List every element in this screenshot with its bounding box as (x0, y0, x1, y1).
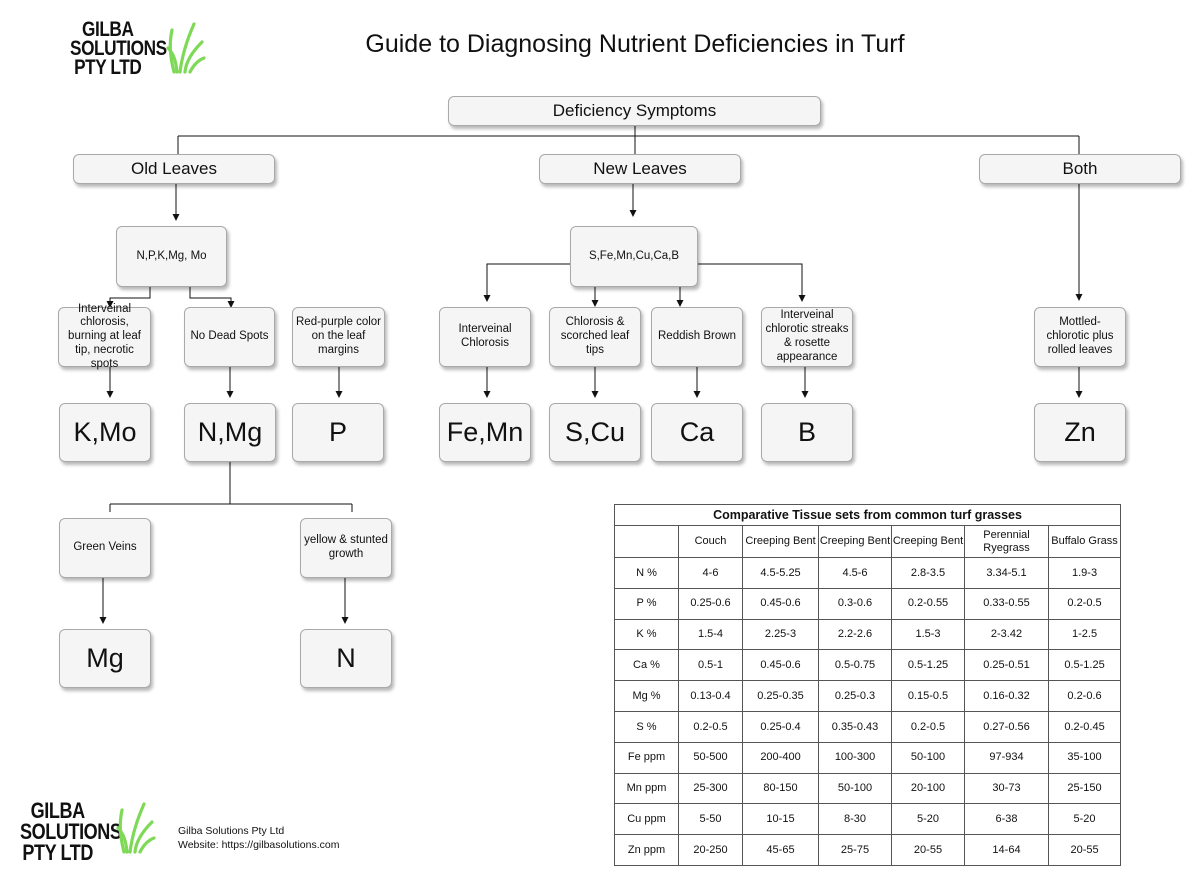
branch-new-leaves: New Leaves (539, 154, 741, 184)
table-cell: 5-20 (892, 804, 965, 835)
table-cell: 0.2-0.6 (1049, 681, 1121, 712)
table-cell: 50-100 (819, 773, 892, 804)
table-cell: 0.2-0.5 (1049, 588, 1121, 619)
grass-icon (116, 796, 156, 854)
table-cell: 35-100 (1049, 742, 1121, 773)
symptom-chlorotic-streaks: Interveinal chlorotic streaks & rosette appearance (761, 307, 853, 367)
group-old-nutrients: N,P,K,Mg, Mo (116, 226, 227, 287)
table-cell: 100-300 (819, 742, 892, 773)
symptom-scorched-tips: Chlorosis & scorched leaf tips (549, 307, 641, 367)
symptom-mottled-chlorotic: Mottled-chlorotic plus rolled leaves (1034, 307, 1126, 367)
symptom-reddish-brown: Reddish Brown (651, 307, 743, 367)
table-cell: 0.45-0.6 (743, 650, 819, 681)
table-cell: 20-55 (892, 835, 965, 866)
table-cell: 1-2.5 (1049, 619, 1121, 650)
table-cell: 3.34-5.1 (965, 558, 1049, 589)
table-cell: 0.2-0.45 (1049, 711, 1121, 742)
table-cell: 1.5-4 (679, 619, 743, 650)
table-cell: 0.5-1.25 (1049, 650, 1121, 681)
table-column-header: Creeping Bent (819, 526, 892, 558)
result-zn: Zn (1034, 403, 1126, 462)
table-header-row (615, 526, 1121, 558)
table-cell: 6-38 (965, 804, 1049, 835)
table-cell: 0.2-0.5 (892, 711, 965, 742)
table-cell: 4.5-5.25 (743, 558, 819, 589)
footer-contact (178, 824, 339, 852)
table-row (615, 650, 1121, 681)
table-cell: 0.25-0.3 (819, 681, 892, 712)
symptom-red-purple: Red-purple color on the leaf margins (292, 307, 385, 367)
row-label: P % (615, 588, 679, 619)
row-label: Mg % (615, 681, 679, 712)
table-cell: 0.33-0.55 (965, 588, 1049, 619)
table-cell: 8-30 (819, 804, 892, 835)
result-k-mo: K,Mo (59, 403, 151, 462)
table-column-header (615, 526, 679, 558)
table-cell: 0.5-0.75 (819, 650, 892, 681)
table-column-header: Couch (679, 526, 743, 558)
row-label: K % (615, 619, 679, 650)
table-cell: 2-3.42 (965, 619, 1049, 650)
table-cell: 45-65 (743, 835, 819, 866)
table-cell: 20-55 (1049, 835, 1121, 866)
result-ca: Ca (651, 403, 743, 462)
row-label: S % (615, 711, 679, 742)
table-cell: 0.15-0.5 (892, 681, 965, 712)
table-cell: 4.5-6 (819, 558, 892, 589)
result-b: B (761, 403, 853, 462)
table-body (615, 558, 1121, 866)
result-mg: Mg (59, 629, 151, 688)
symptom-yellow-stunted: yellow & stunted growth (300, 518, 392, 578)
table-cell: 0.13-0.4 (679, 681, 743, 712)
table-cell: 0.25-0.6 (679, 588, 743, 619)
table-cell: 80-150 (743, 773, 819, 804)
table-cell: 0.2-0.55 (892, 588, 965, 619)
table-cell: 25-75 (819, 835, 892, 866)
table-cell: 10-15 (743, 804, 819, 835)
grass-icon (166, 16, 206, 74)
table-cell: 0.5-1 (679, 650, 743, 681)
result-s-cu: S,Cu (549, 403, 641, 462)
table-cell: 0.3-0.6 (819, 588, 892, 619)
table-cell: 0.16-0.32 (965, 681, 1049, 712)
table-cell: 0.27-0.56 (965, 711, 1049, 742)
table-cell: 14-64 (965, 835, 1049, 866)
result-fe-mn: Fe,Mn (439, 403, 531, 462)
page-title: Guide to Diagnosing Nutrient Deficiencies in Turf (365, 30, 905, 58)
table-row (615, 711, 1121, 742)
table-cell: 5-20 (1049, 804, 1121, 835)
table-column-header: Creeping Bent (743, 526, 819, 558)
table-cell: 0.5-1.25 (892, 650, 965, 681)
table-cell: 50-100 (892, 742, 965, 773)
table-cell: 2.25-3 (743, 619, 819, 650)
table-cell: 25-300 (679, 773, 743, 804)
row-label: Ca % (615, 650, 679, 681)
table-cell: 4-6 (679, 558, 743, 589)
group-new-nutrients: S,Fe,Mn,Cu,Ca,B (570, 226, 698, 287)
table-cell: 25-150 (1049, 773, 1121, 804)
row-label: Fe ppm (615, 742, 679, 773)
table-cell: 20-250 (679, 835, 743, 866)
result-n: N (300, 629, 392, 688)
symptom-green-veins: Green Veins (59, 518, 151, 578)
table-row (615, 588, 1121, 619)
footer-company: Gilba Solutions Pty Ltd (178, 825, 285, 837)
root-deficiency-symptoms: Deficiency Symptoms (448, 96, 821, 126)
symptom-no-dead-spots: No Dead Spots (184, 307, 275, 367)
company-logo (70, 20, 210, 80)
tissue-table (614, 504, 1121, 866)
table-row (615, 742, 1121, 773)
branch-both: Both (979, 154, 1181, 184)
table-cell: 0.35-0.43 (819, 711, 892, 742)
table-row (615, 804, 1121, 835)
table-cell: 0.45-0.6 (743, 588, 819, 619)
result-n-mg: N,Mg (184, 403, 276, 462)
table-cell: 1.5-3 (892, 619, 965, 650)
table-cell: 20-100 (892, 773, 965, 804)
row-label: Cu ppm (615, 804, 679, 835)
table-row (615, 619, 1121, 650)
symptom-interveinal-chlorosis: Interveinal Chlorosis (439, 307, 531, 367)
branch-old-leaves: Old Leaves (73, 154, 275, 184)
table-row (615, 773, 1121, 804)
footer-logo-text: GILBA SOLUTIONS PTY LTD (20, 798, 122, 865)
table-cell: 30-73 (965, 773, 1049, 804)
table-caption: Comparative Tissue sets from common turf grasses (615, 505, 1121, 526)
table-cell: 2.2-2.6 (819, 619, 892, 650)
table-row (615, 558, 1121, 589)
table-column-header: Perennial Ryegrass (965, 526, 1049, 558)
table-cell: 0.25-0.35 (743, 681, 819, 712)
row-label: Mn ppm (615, 773, 679, 804)
table-cell: 2.8-3.5 (892, 558, 965, 589)
footer-logo (20, 798, 160, 865)
table-cell: 0.2-0.5 (679, 711, 743, 742)
table-cell: 97-934 (965, 742, 1049, 773)
table-cell: 1.9-3 (1049, 558, 1121, 589)
footer-website[interactable]: Website: https://gilbasolutions.com (178, 839, 340, 851)
row-label: N % (615, 558, 679, 589)
table-row (615, 681, 1121, 712)
table-column-header: Creeping Bent (892, 526, 965, 558)
table-cell: 5-50 (679, 804, 743, 835)
table-cell: 0.25-0.4 (743, 711, 819, 742)
table-column-header: Buffalo Grass (1049, 526, 1121, 558)
table-cell: 50-500 (679, 742, 743, 773)
table-cell: 200-400 (743, 742, 819, 773)
symptom-interveinal-burning: Interveinal chlorosis, burning at leaf tip, necrotic spots (58, 307, 151, 367)
result-p: P (292, 403, 384, 462)
table-row (615, 835, 1121, 866)
logo-text: GILBA SOLUTIONS PTY LTD (70, 18, 167, 79)
table-cell: 0.25-0.51 (965, 650, 1049, 681)
row-label: Zn ppm (615, 835, 679, 866)
